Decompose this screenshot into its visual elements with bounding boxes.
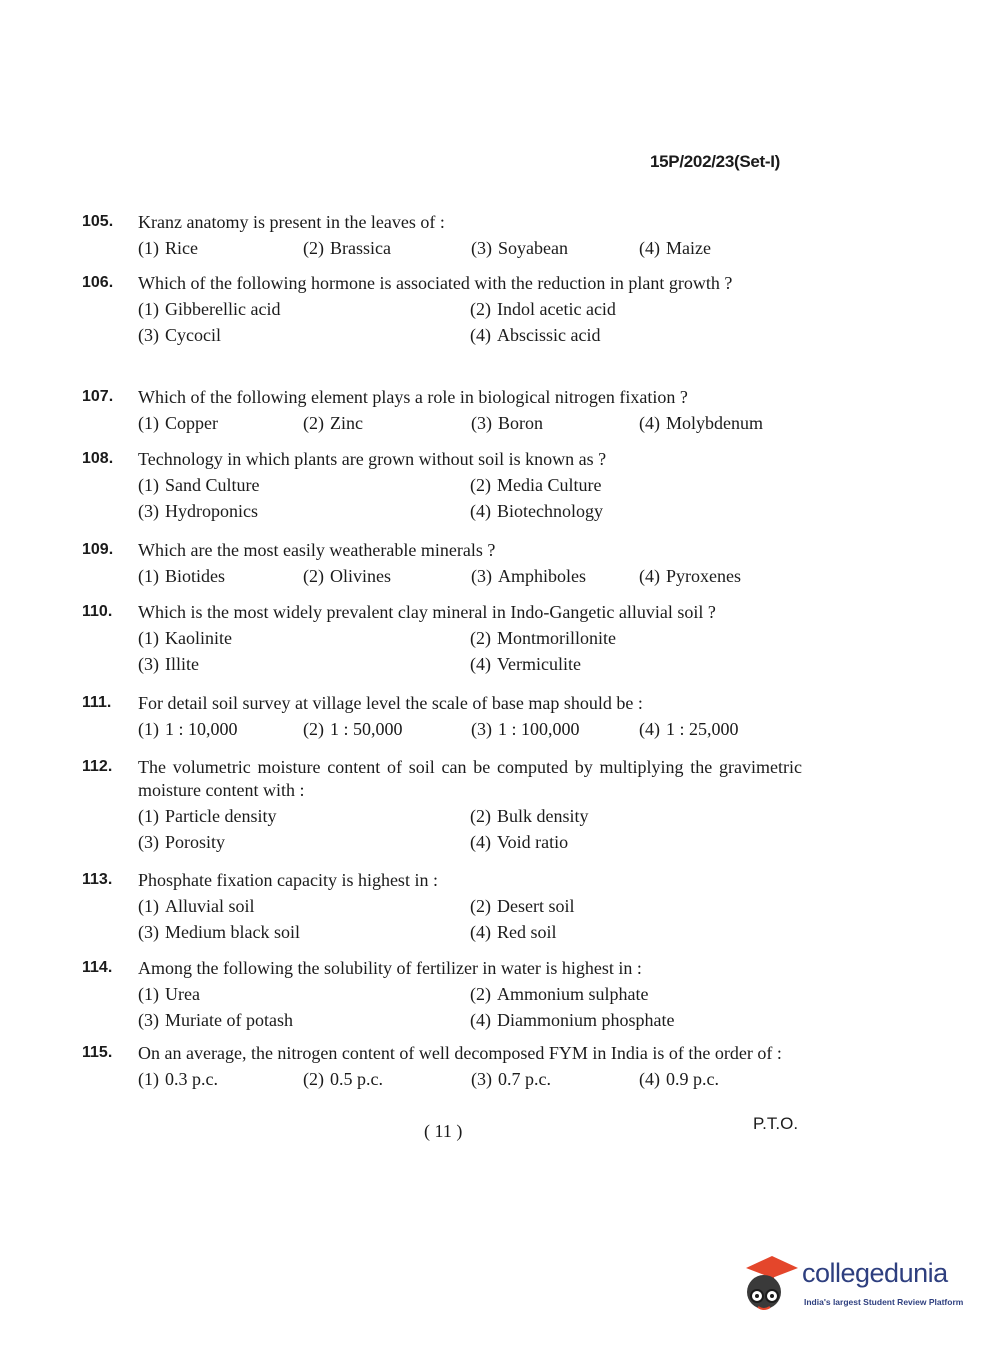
question-text: Which are the most easily weatherable minerals ? <box>138 540 496 560</box>
question-number: 107. <box>82 388 114 405</box>
option-4: (4) Void ratio <box>470 832 569 852</box>
options <box>138 566 802 587</box>
question-110 <box>82 601 802 675</box>
option-2: (2) 1 : 50,000 <box>303 719 403 739</box>
option-4: (4) Vermiculite <box>470 654 581 674</box>
option-4: (4) 1 : 25,000 <box>639 719 739 739</box>
question-108 <box>82 448 802 522</box>
option-1: (1) Biotides <box>138 566 226 586</box>
option-1: (1) Rice <box>138 238 198 258</box>
option-3: (3) 0.7 p.c. <box>471 1069 551 1089</box>
question-number: 105. <box>82 213 114 230</box>
option-2: (2) 0.5 p.c. <box>303 1069 383 1089</box>
option-4: (4) Pyroxenes <box>639 566 741 586</box>
question-text: Phosphate fixation capacity is highest in : <box>138 870 438 890</box>
options <box>138 719 802 740</box>
option-3: (3) Illite <box>138 654 199 674</box>
question-number: 114. <box>82 959 113 976</box>
option-4: (4) Molybdenum <box>639 413 763 433</box>
options <box>138 628 802 675</box>
option-3: (3) Soyabean <box>471 238 568 258</box>
question-115 <box>82 1042 802 1090</box>
question-number: 112. <box>82 758 113 775</box>
option-1: (1) Sand Culture <box>138 475 260 495</box>
option-1: (1) Alluvial soil <box>138 896 255 916</box>
option-2: (2) Zinc <box>303 413 363 433</box>
option-3: (3) Muriate of potash <box>138 1010 293 1030</box>
option-2: (2) Bulk density <box>470 806 589 826</box>
collegedunia-logo <box>742 1250 967 1322</box>
option-3: (3) Hydroponics <box>138 501 258 521</box>
option-3: (3) 1 : 100,000 <box>471 719 580 739</box>
option-1: (1) Particle density <box>138 806 277 826</box>
option-4: (4) Abscissic acid <box>470 325 601 345</box>
question-text: Among the following the solubility of fertilizer in water is highest in : <box>138 958 642 978</box>
question-107 <box>82 386 802 434</box>
option-4: (4) Red soil <box>470 922 557 942</box>
question-text: On an average, the nitrogen content of well decomposed FYM in India is of the order of : <box>138 1043 782 1063</box>
option-4: (4) 0.9 p.c. <box>639 1069 719 1089</box>
mascot-icon <box>742 1252 800 1316</box>
option-1: (1) Gibberellic acid <box>138 299 281 319</box>
option-3: (3) Boron <box>471 413 543 433</box>
option-4: (4) Maize <box>639 238 711 258</box>
options <box>138 984 802 1031</box>
option-3: (3) Porosity <box>138 832 226 852</box>
option-1: (1) 1 : 10,000 <box>138 719 238 739</box>
option-2: (2) Ammonium sulphate <box>470 984 649 1004</box>
brand-tagline: India's largest Student Review Platform <box>804 1297 964 1307</box>
question-number: 108. <box>82 450 114 467</box>
option-1: (1) Copper <box>138 413 218 433</box>
question-105 <box>82 211 802 259</box>
options <box>138 896 802 943</box>
option-4: (4) Diammonium phosphate <box>470 1010 675 1030</box>
question-number: 111. <box>82 694 112 711</box>
question-number: 106. <box>82 274 114 291</box>
question-number: 113. <box>82 871 113 888</box>
paper-code: 15P/202/23(Set-I) <box>650 152 781 171</box>
option-4: (4) Biotechnology <box>470 501 603 521</box>
question-number: 115. <box>82 1044 113 1061</box>
question-text: Which is the most widely prevalent clay mineral in Indo-Gangetic alluvial soil ? <box>138 602 716 622</box>
question-text: Which of the following hormone is associated with the reduction in plant growth ? <box>138 273 733 293</box>
options <box>138 1069 802 1090</box>
option-3: (3) Cycocil <box>138 325 221 345</box>
question-text: Kranz anatomy is present in the leaves of : <box>138 212 445 232</box>
question-112 <box>82 756 802 853</box>
question-number: 110. <box>82 603 113 620</box>
question-109 <box>82 539 802 587</box>
option-2: (2) Montmorillonite <box>470 628 616 648</box>
option-2: (2) Indol acetic acid <box>470 299 616 319</box>
question-text: Which of the following element plays a role in biological nitrogen fixation ? <box>138 387 688 407</box>
options <box>138 806 802 853</box>
question-113 <box>82 869 802 943</box>
question-text: Technology in which plants are grown without soil is known as ? <box>138 449 607 469</box>
question-text: The volumetric moisture content of soil can be computed by multiplying the gravimetric moisture content with : <box>138 757 802 800</box>
question-106 <box>82 272 802 346</box>
options <box>138 238 802 259</box>
question-111 <box>82 692 802 740</box>
options <box>138 413 802 434</box>
option-1: (1) 0.3 p.c. <box>138 1069 218 1089</box>
option-3: (3) Amphiboles <box>471 566 586 586</box>
brand-name: collegedunia <box>802 1258 948 1288</box>
option-1: (1) Urea <box>138 984 200 1004</box>
option-2: (2) Brassica <box>303 238 391 258</box>
option-2: (2) Desert soil <box>470 896 575 916</box>
page-number: ( 11 ) <box>424 1121 463 1141</box>
question-text: For detail soil survey at village level the scale of base map should be : <box>138 693 643 713</box>
pto-label: P.T.O. <box>753 1114 799 1133</box>
option-2: (2) Olivines <box>303 566 391 586</box>
options <box>138 475 802 522</box>
options <box>138 299 802 346</box>
question-114 <box>82 957 802 1031</box>
question-number: 109. <box>82 541 114 558</box>
option-1: (1) Kaolinite <box>138 628 232 648</box>
option-3: (3) Medium black soil <box>138 922 300 942</box>
option-2: (2) Media Culture <box>470 475 602 495</box>
